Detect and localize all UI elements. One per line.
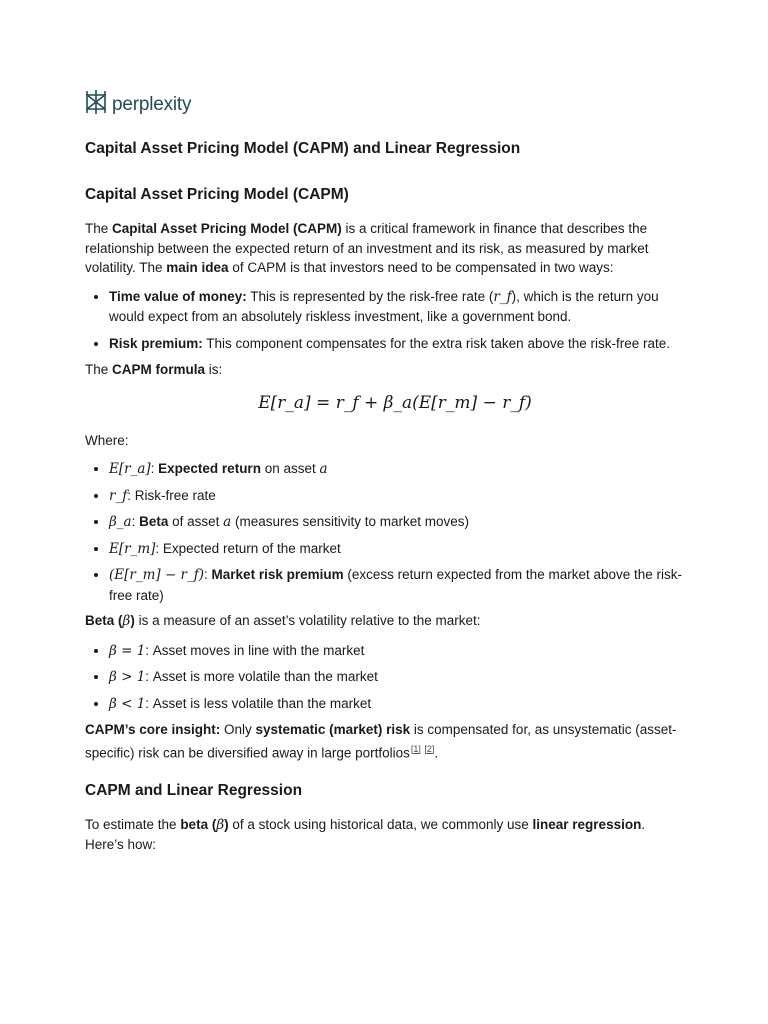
where-label: Where: [85, 432, 129, 448]
beta-intro: Beta (β) is a measure of an asset’s volatility relative to the market: [85, 613, 481, 629]
list-item-beta: • β_a: Beta of asset a (measures sensitivity to market moves) [109, 512, 685, 533]
document-body [85, 138, 685, 864]
compensation-list [85, 287, 685, 354]
core-insight-paragraph: CAPM’s core insight: Only systematic (market) risk is compensated for, as unsystematic (asset-specific) risk can be diversified away in large portfolios[1] [2]. [85, 722, 677, 760]
where-list [85, 459, 685, 605]
list-item-beta-less: • β < 1: Asset is less volatile than the market [109, 694, 685, 715]
citation-link-2[interactable]: [2] [424, 743, 435, 754]
list-item-market-return: • E[r_m]: Expected return of the market [109, 539, 685, 560]
list-item-risk-premium: • Risk premium: This component compensates for the extra risk taken above the risk-free rate. [109, 334, 685, 354]
citation-link-1[interactable]: [1] [410, 743, 421, 754]
list-item-beta-greater: • β > 1: Asset is more volatile than the market [109, 667, 685, 688]
list-item-time-value: • Time value of money: This is represented by the risk-free rate (r_f), which is the return you would expect from an absolutely riskless investment, like a government bond. [109, 287, 685, 327]
logo-text: perplexity [112, 93, 192, 115]
section-heading-capm: Capital Asset Pricing Model (CAPM) [85, 186, 349, 203]
list-item-beta-equal: • β = 1: Asset moves in line with the market [109, 641, 685, 662]
section-heading-regression: CAPM and Linear Regression [85, 781, 303, 799]
capm-intro-paragraph: The Capital Asset Pricing Model (CAPM) is a critical framework in finance that describes the relationship between the expected return of an investment and its risk, as measured by market volatility. The main idea of CAPM is that investors need to be compensated in two ways: [85, 221, 649, 275]
math-rf: r_f [493, 288, 512, 305]
list-item-expected-return: • E[r_a]: Expected return on asset a [109, 459, 685, 480]
beta-list [85, 641, 685, 715]
perplexity-logo-icon [85, 89, 107, 120]
list-item-market-risk-premium: • (E[r_m] − r_f): Market risk premium (excess return expected from the market above the risk-free rate) [109, 565, 685, 605]
capm-formula: E[r_a] = r_f + β_a(E[r_m] − r_f) [258, 392, 532, 413]
brand-logo[interactable] [85, 89, 191, 120]
document-title: Capital Asset Pricing Model (CAPM) and Linear Regression [85, 140, 521, 157]
list-item-risk-free: • r_f: Risk-free rate [109, 486, 685, 507]
formula-intro: The CAPM formula is: [85, 362, 223, 377]
regression-intro-paragraph: To estimate the beta (β) of a stock using historical data, we commonly use linear regression. Here’s how: [85, 816, 646, 852]
